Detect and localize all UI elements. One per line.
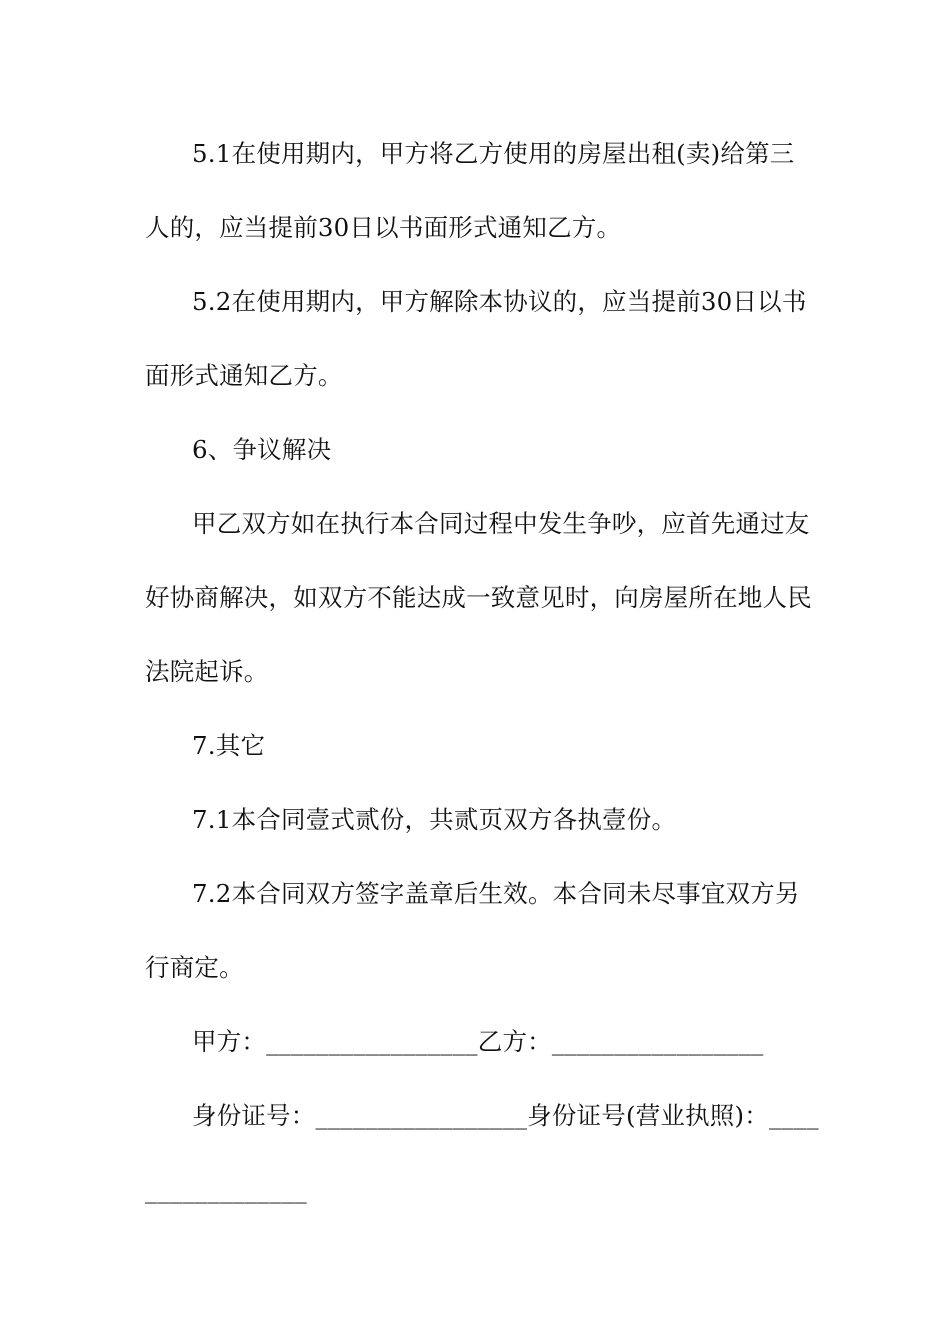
dispute-paragraph-line-3: 法院起诉。: [145, 657, 269, 686]
dispute-paragraph-line-1: 甲乙双方如在执行本合同过程中发生争吵，应首先通过友: [192, 509, 810, 538]
section-6-heading: 6、争议解决: [192, 435, 332, 464]
clause-7-1: 7.1本合同壹式贰份，共贰页双方各执壹份。: [192, 805, 677, 834]
clause-5-1-line-2: 人的，应当提前30日以书面形式通知乙方。: [145, 213, 622, 242]
section-7-heading: 7.其它: [192, 731, 266, 760]
clause-7-2-line-2: 行商定。: [145, 953, 244, 982]
dispute-paragraph-line-2: 好协商解决，如双方不能达成一致意见时，向房屋所在地人民: [145, 583, 812, 612]
clause-5-1-line-1: 5.1在使用期内，甲方将乙方使用的房屋出租(卖)给第三: [192, 139, 795, 168]
clause-5-2-line-2: 面形式通知乙方。: [145, 361, 343, 390]
id-number-line-continued: _____________: [145, 1175, 307, 1204]
clause-5-2-line-1: 5.2在使用期内，甲方解除本协议的，应当提前30日以书: [192, 287, 807, 316]
party-signature-line: 甲方：_________________乙方：_________________: [192, 1027, 764, 1056]
id-number-line: 身份证号：_________________身份证号(营业执照)：____: [192, 1101, 819, 1130]
clause-7-2-line-1: 7.2本合同双方签字盖章后生效。本合同未尽事宜双方另: [192, 879, 800, 908]
